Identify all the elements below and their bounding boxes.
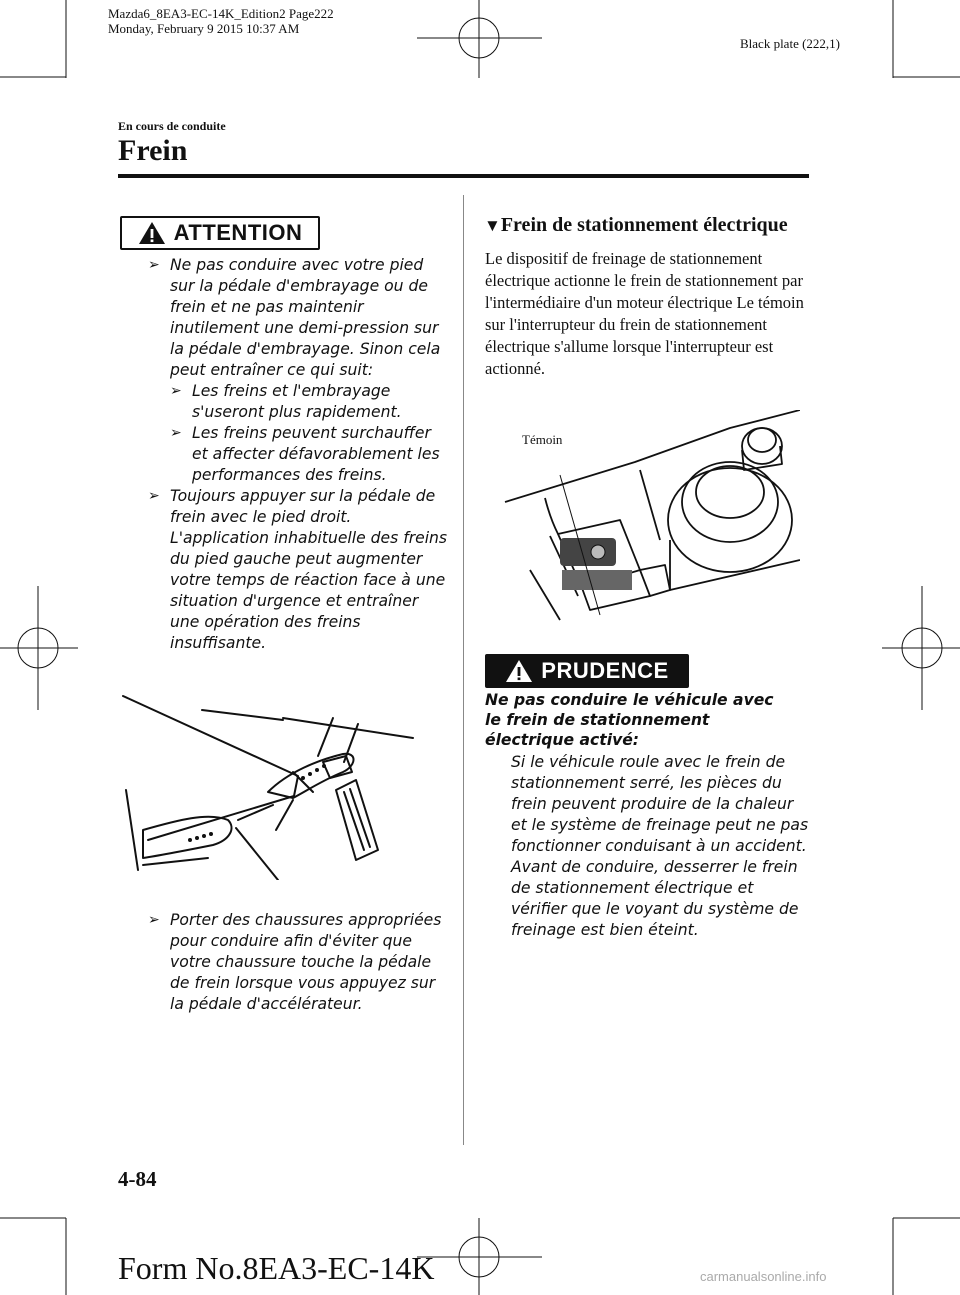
bullet-arrow-icon: ➢: [170, 383, 182, 399]
pedal-illustration: [118, 680, 448, 880]
list-item-text: Porter des chaussures appropriées pour conduire afin d'éviter que votre chaussure touche la pédale de frein lorsque vous appuyez sur la pédale d'accélérateur.: [170, 911, 442, 1013]
sub-list-item-text: Les freins peuvent surchauffer et affecter défavorablement les performances des freins.: [192, 424, 440, 484]
bullet-arrow-icon: ➢: [148, 257, 160, 273]
list-item: [148, 486, 448, 654]
list-item: [148, 255, 448, 381]
list-item: [148, 910, 448, 1015]
prudence-paragraph: Si le véhicule roule avec le frein de stationnement serré, les pièces du frein peuvent produire de la chaleur et le système de freinage peut ne pas fonctionner conduisant à un accident.: [511, 753, 809, 855]
sub-list-item: [170, 423, 448, 486]
page-number: 4-84: [118, 1167, 157, 1191]
title-rule: [118, 174, 809, 178]
column-divider: [463, 195, 464, 1145]
sub-list: [170, 381, 448, 486]
print-header-line1: Mazda6_8EA3-EC-14K_Edition2 Page222: [108, 6, 334, 21]
heading-triangle-icon: ▼: [484, 216, 501, 235]
prudence-box: [485, 654, 689, 688]
epb-body: Le dispositif de freinage de stationnement électrique actionne le frein de stationnement par l'intermédiaire d'un moteur électrique Le témoin sur l'interrupteur du frein de stationnement électrique s'allume lorsque l'interrupteur est actionné.: [485, 249, 804, 378]
sub-list-item: [170, 381, 448, 423]
plate-label: Black plate (222,1): [740, 36, 840, 51]
list-item-text: Toujours appuyer sur la pédale de frein avec le pied droit. L'application inhabituelle des freins du pied gauche peut augmenter votre temps de réaction face à une situation d'urgence et entraîner une opération des freins insuffisante.: [170, 487, 448, 652]
attention-label: ATTENTION: [173, 220, 303, 245]
prudence-lead: Ne pas conduire le véhicule avec le frein de stationnement électrique activé:: [485, 691, 774, 749]
attention-list-after-figure: [148, 910, 448, 1015]
warning-triangle-icon: [138, 221, 166, 245]
prudence-body: [511, 752, 811, 941]
temoin-label: Témoin: [522, 432, 563, 447]
section-label: En cours de conduite: [118, 119, 226, 133]
attention-box: [120, 216, 320, 250]
watermark: carmanualsonline.info: [700, 1269, 827, 1284]
warning-triangle-icon: [505, 659, 533, 683]
list-item-text: Ne pas conduire avec votre pied sur la pédale d'embrayage ou de frein et ne pas maintenir inutilement une demi-pression sur la pédale d'embrayage. Sinon cela peut entraîner ce qui suit:: [170, 256, 441, 379]
bullet-arrow-icon: ➢: [148, 912, 160, 928]
epb-heading: [484, 214, 788, 237]
epb-heading-text: Frein de stationnement électrique: [500, 214, 788, 236]
bullet-arrow-icon: ➢: [170, 425, 182, 441]
form-number: Form No.8EA3-EC-14K: [118, 1250, 435, 1286]
prudence-paragraph: Avant de conduire, desserrer le frein de stationnement électrique et vérifier que le voyant du système de freinage est bien éteint.: [511, 858, 799, 939]
prudence-label: PRUDENCE: [541, 658, 669, 683]
bullet-arrow-icon: ➢: [148, 488, 160, 504]
print-header-line2: Monday, February 9 2015 10:37 AM: [108, 21, 300, 36]
attention-list: [148, 255, 448, 654]
sub-list-item-text: Les freins et l'embrayage s'useront plus rapidement.: [192, 382, 402, 421]
page-title: Frein: [118, 134, 188, 167]
